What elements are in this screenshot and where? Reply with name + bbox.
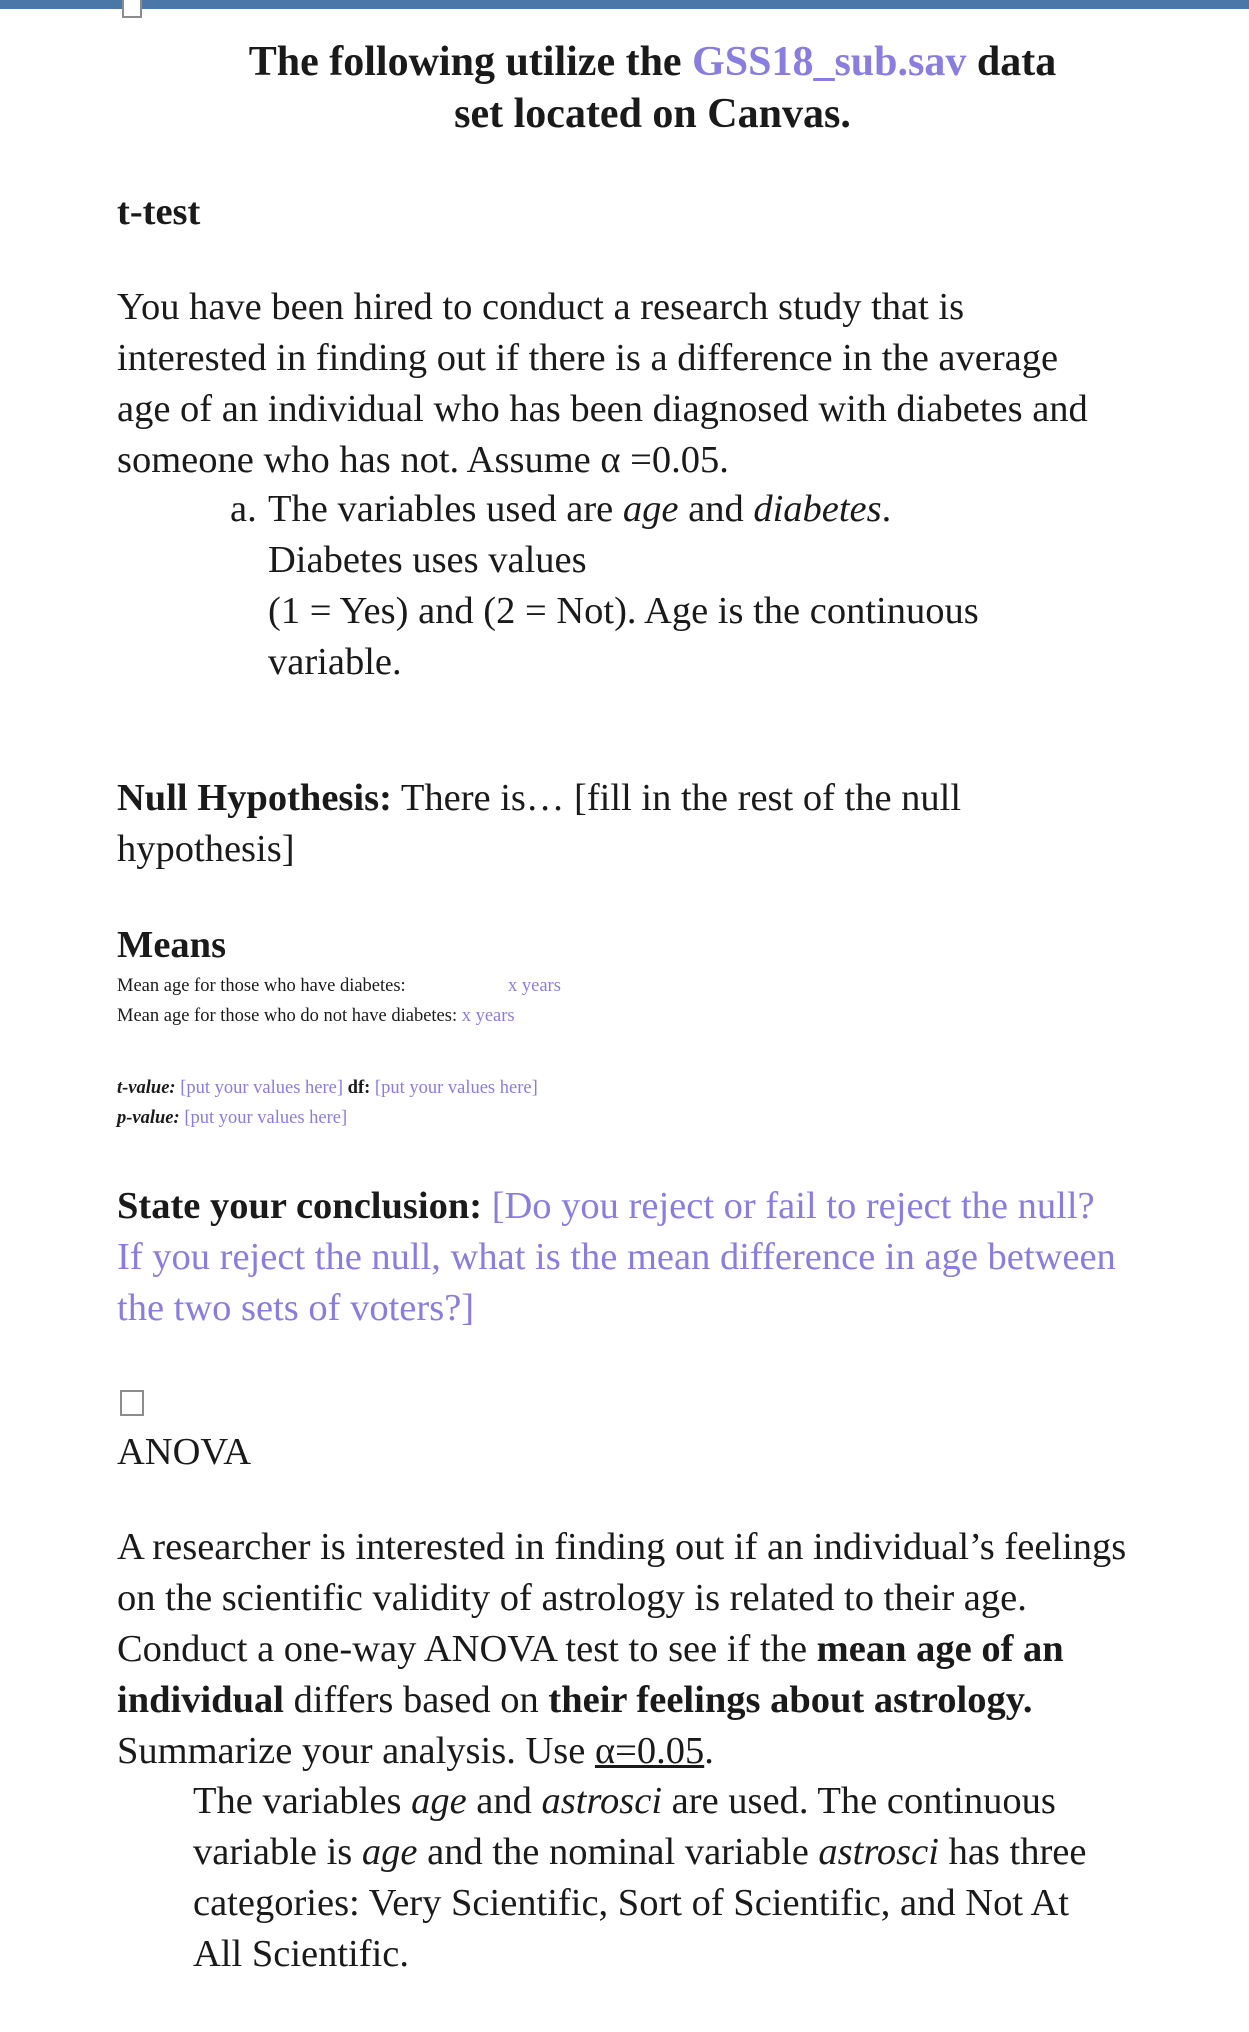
null-hypothesis-label: Null Hypothesis:	[117, 777, 392, 819]
stats-row-2	[117, 1103, 347, 1133]
means-heading: Means	[117, 924, 227, 966]
anova-period: .	[704, 1730, 714, 1772]
title-text-part2: data	[966, 39, 1057, 85]
item-a-var-diabetes: diabetes	[753, 488, 882, 530]
means-row-1-label: Mean age for those who have diabetes:	[117, 976, 406, 996]
top-border-bar	[0, 0, 1249, 9]
anova-indent-2: and	[466, 1780, 542, 1822]
anova-indent-5: has three categories: Very Scientific, Sort of Scientific, and Not At All Scientific.	[193, 1831, 1087, 1975]
item-a-var-age: age	[622, 488, 679, 530]
item-a-line3: (1 = Yes) and (2 = Not). Age is the continuous	[268, 590, 979, 632]
anova-text-mid: differs based on	[283, 1679, 549, 1721]
dataset-name: GSS18_sub.sav	[692, 39, 967, 85]
ttest-item-a	[230, 484, 1110, 688]
means-row-2-value[interactable]: x years	[461, 1006, 515, 1026]
anova-indent-3: are used. The continuous variable is	[193, 1780, 1056, 1873]
anova-var-age: age	[411, 1780, 467, 1822]
anova-heading: ANOVA	[117, 1431, 252, 1473]
t-value-field[interactable]: [put your values here]	[180, 1078, 344, 1098]
checkbox-top[interactable]	[122, 0, 142, 18]
anova-text-1: A researcher is interested in finding out if an individual’s feelings on the scientific validity of astrology is related to their age. Conduct a one-way ANOVA test to see if the	[117, 1526, 1127, 1670]
t-value-label: t-value:	[117, 1078, 176, 1098]
page-title	[160, 36, 1145, 140]
means-row-2	[117, 1001, 515, 1031]
anova-bold-2: their feelings about astrology.	[548, 1679, 1033, 1721]
item-a-text-1: The variables used are	[268, 488, 623, 530]
conclusion-label: State your conclusion:	[117, 1185, 483, 1227]
anova-indent-1: The variables	[193, 1780, 412, 1822]
anova-indent-4: and the nominal variable	[417, 1831, 819, 1873]
anova-var-astrosci-2: astrosci	[818, 1831, 939, 1873]
p-value-field[interactable]: [put your values here]	[184, 1108, 348, 1128]
anova-var-age-2: age	[361, 1831, 418, 1873]
item-a-text-3: .	[881, 488, 892, 530]
null-hypothesis-text: There is… [fill in the rest of the null hypothesis]	[117, 777, 962, 870]
anova-bold-1: mean age of an individual	[117, 1628, 1064, 1721]
item-a-line2: Diabetes uses values	[268, 539, 587, 581]
title-text-part1: The following utilize the	[248, 39, 693, 85]
means-row-2-label: Mean age for those who do not have diabetes:	[117, 1006, 458, 1026]
ttest-heading: t-test	[117, 191, 201, 233]
item-a-line4: variable.	[268, 641, 402, 683]
means-row-1-value[interactable]: x years	[508, 976, 561, 996]
anova-prompt	[117, 1522, 1132, 1777]
anova-text-end: Summarize your analysis. Use	[117, 1730, 595, 1772]
conclusion	[117, 1181, 1127, 1334]
item-a-text-2: and	[678, 488, 754, 530]
alpha-value: α=0.05	[594, 1730, 705, 1772]
list-marker-a: a.	[230, 488, 257, 530]
anova-var-astrosci: astrosci	[541, 1780, 663, 1822]
checkbox-anova[interactable]	[120, 1390, 144, 1416]
stats-row-1	[117, 1073, 538, 1103]
ttest-prompt: You have been hired to conduct a research study that is interested in finding out if there is a difference in the average age of an individual who has been diagnosed with diabetes and someone who has not. Assume α =0.05.	[117, 286, 1088, 481]
null-hypothesis	[117, 773, 1077, 875]
p-value-label: p-value:	[117, 1108, 180, 1128]
title-text-line2: set located on Canvas.	[454, 91, 851, 137]
means-row-1	[117, 971, 561, 1001]
df-label: df:	[347, 1078, 371, 1098]
df-field[interactable]: [put your values here]	[374, 1078, 538, 1098]
anova-variables	[193, 1776, 1113, 1980]
conclusion-field[interactable]: [Do you reject or fail to reject the null? If you reject the null, what is the mean difference in age between the two sets of voters?]	[117, 1185, 1116, 1329]
